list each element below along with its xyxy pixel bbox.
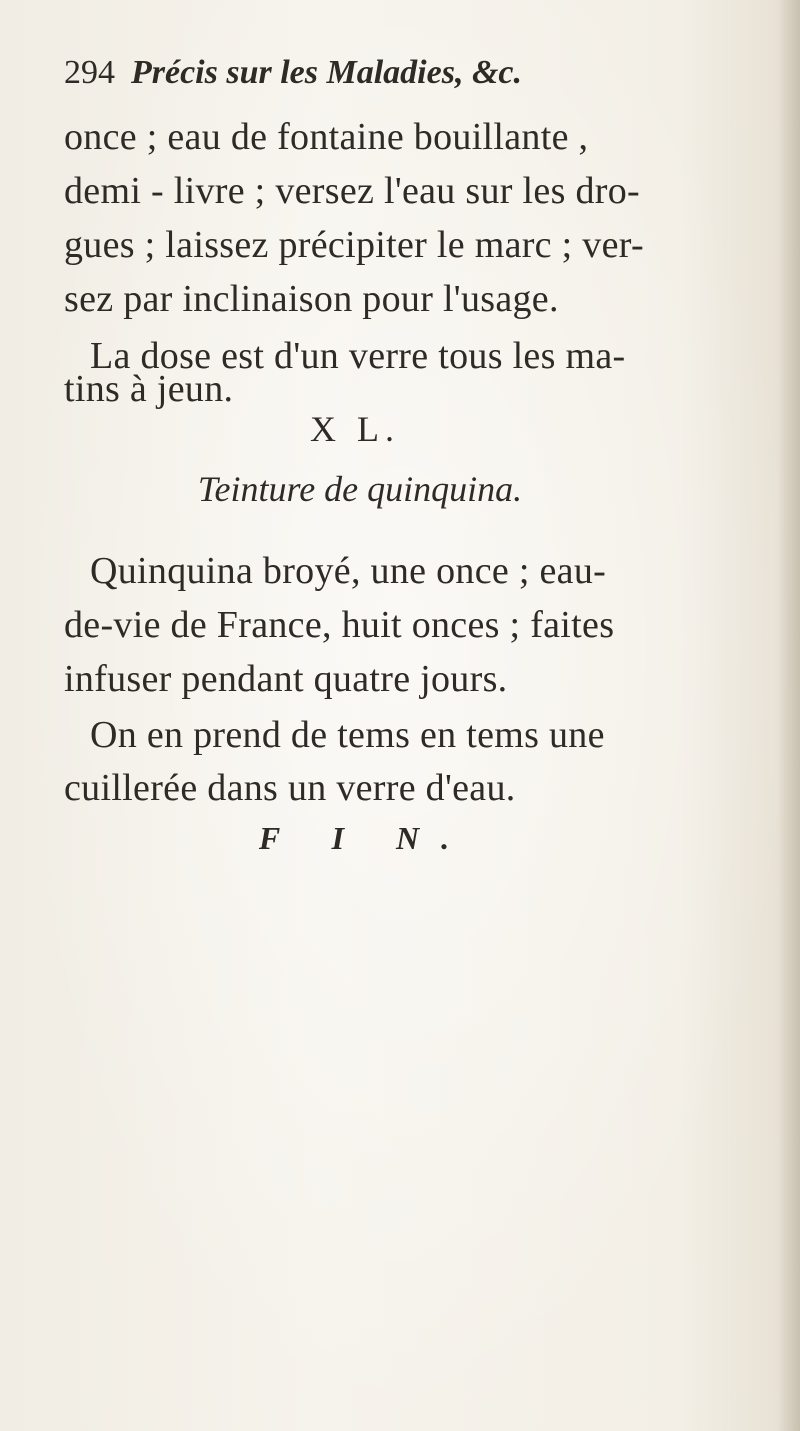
section-title: Teinture de quinquina. xyxy=(197,469,523,509)
text-line: On en prend de tems en tems une xyxy=(90,714,605,756)
closing-fin: F I N. xyxy=(258,820,472,856)
text-line: demi - livre ; versez l'eau sur les dro- xyxy=(64,170,640,212)
page-number: 294 xyxy=(64,54,115,91)
section-number: X L. xyxy=(310,409,400,449)
text-line: sez par inclinaison pour l'usage. xyxy=(64,278,559,320)
text-line: once ; eau de fontaine bouillante , xyxy=(64,116,589,158)
text-line: infuser pendant quatre jours. xyxy=(64,658,508,700)
running-title: Précis sur les Maladies, &c. xyxy=(131,54,522,91)
text-line: tins à jeun. xyxy=(64,368,234,410)
text-line: cuillerée dans un verre d'eau. xyxy=(64,767,516,809)
running-header xyxy=(64,50,522,96)
text-line: Quinquina broyé, une once ; eau- xyxy=(90,550,607,592)
text-line: gues ; laissez précipiter le marc ; ver- xyxy=(64,224,644,266)
text-line: de-vie de France, huit onces ; faites xyxy=(64,604,615,646)
text-line: La dose est d'un verre tous les ma- xyxy=(90,335,626,377)
